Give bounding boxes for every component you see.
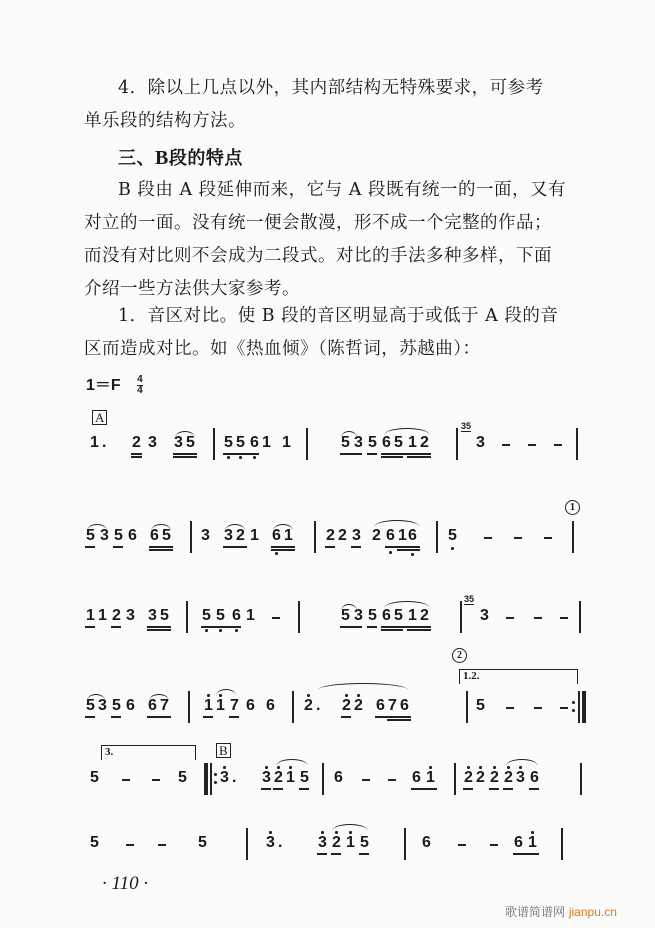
score-row-5: 5 5 3 . 3 2 1 5 6 6 1 2 2 2 2 3 6 (86, 765, 586, 795)
rehearsal-mark-a: A (92, 410, 107, 425)
rehearsal-mark-b: B (216, 743, 231, 758)
text-line: 对立的一面。没有统一便会散漫，形不成一个完整的作品； (84, 213, 552, 233)
circled-mark-2: 2 (452, 648, 467, 663)
time-denominator: 4 (137, 385, 143, 397)
heading-letter: B (155, 147, 169, 169)
watermark-text: 歌谱简谱网 (505, 905, 566, 919)
circled-mark-1: 1 (565, 500, 580, 515)
key-label: 1＝F (86, 377, 121, 394)
volta-3: 3. (101, 745, 196, 760)
volta-1-2: 1.2. (459, 669, 578, 684)
text-line: 而没有对比则不会成为二段式。对比的手法多种多样，下面 (84, 246, 552, 266)
repeat-dots (214, 773, 217, 789)
paragraph-register-contrast (84, 300, 584, 366)
paragraph-b-section (84, 174, 584, 306)
score-row-1: 1 . 2 3 3 5 5 5 6 1 1 5 3 5 6 5 1 2 35 3 (86, 430, 586, 460)
grace-notes: 35 (464, 594, 475, 604)
paragraph-structure (84, 72, 584, 138)
heading-title: 段的特点 (168, 148, 243, 169)
section-heading (84, 142, 584, 175)
text-line: 介绍一些方法供大家参考。 (84, 279, 300, 299)
text-line: 区而造成对比。如《热血倾》（陈哲词，苏越曲）： (84, 339, 481, 359)
heading-number: 三、 (118, 148, 155, 169)
score-row-3: 1 1 2 3 3 5 5 5 6 1 5 3 5 6 5 1 2 35 3 (86, 603, 586, 633)
time-signature (137, 375, 143, 396)
text-line: 4．除以上几点以外，其内部结构无特殊要求，可参考 (118, 78, 544, 98)
text-line: 1．音区对比。使 B 段的音区明显高于或低于 A 段的音 (118, 306, 559, 326)
score-row-4: 5 3 5 6 6 7 1 1 7 6 6 2 . 2 2 6 7 6 5 (86, 693, 586, 723)
key-signature (86, 372, 143, 396)
score-row-6: 5 5 3 . 3 2 1 5 6 6 1 (86, 830, 586, 860)
repeat-dots (572, 701, 575, 717)
text-line: 单乐段的结构方法。 (84, 111, 246, 131)
time-numerator: 4 (137, 374, 143, 386)
grace-notes: 35 (461, 421, 472, 431)
watermark-site: jianpu.cn (568, 905, 617, 919)
text-line: B 段由 A 段延伸而来，它与 A 段既有统一的一面，又有 (118, 180, 566, 200)
score-row-2: 5 3 5 6 6 5 3 3 2 1 6 1 2 2 3 2 6 1 6 5 (86, 523, 586, 553)
page-number: · 110 · (102, 873, 149, 894)
watermark (505, 903, 617, 920)
